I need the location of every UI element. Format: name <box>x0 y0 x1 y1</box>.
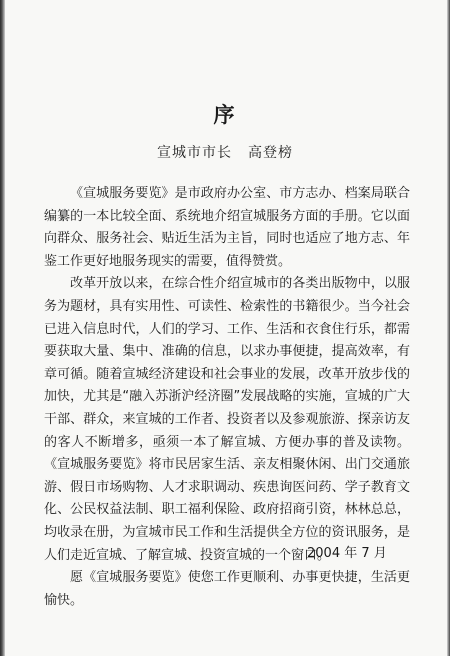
author-byline <box>0 142 450 162</box>
signature-date: 2004 年 7 月 <box>307 546 387 561</box>
paragraph-2: 改革开放以来，在综合性介绍宣城市的各类出版物中，以服务为题材，具有实用性、可读性、检索性的书籍很少。当今社会已进入信息时代，人们的学习、工作、生活和衣食住行乐，都需要获取大量、集中、准确的信息，以求办事便捷，提高效率，有章可循。随着宣城经济建设和社会事业的发展，改革开放步伐的加快，尤其是“融入苏浙沪经济圈”发展战略的实施，宣城的广大干部、群众，来宣城的工作者、投资者以及参观旅游、探亲访友的客人不断增多，亟须一本了解宣城、方便办事的普及读物。《宣城服务要览》将市民居家生活、亲友相聚休闲、出门交通旅游、假日市场购物、人才求职调动、疾患询医问药、学子教育文化、公民权益法制、职工福利保险、政府招商引资，林林总总，均收录在册，为宣城市民工作和生活提供全方位的资讯服务，是人们走近宣城、了解宣城、投资宣城的一个窗口。 <box>44 276 410 563</box>
paragraph-3: 愿《宣城服务要览》使您工作更顺利、办事更快捷，生活更愉快。 <box>44 570 410 608</box>
paragraph-1: 《宣城服务要览》是市政府办公室、市方志办、档案局联合编纂的一本比较全面、系统地介绍宣城服务方面的手册。它以面向群众、服务社会、贴近生活为主旨，同时也适应了地方志、年鉴工作更好地服务现实的需要，值得赞赏。 <box>44 186 410 269</box>
author-role: 宣城市市长 <box>157 145 232 161</box>
page-title: 序 <box>213 103 237 127</box>
author-name: 高登榜 <box>248 145 293 161</box>
